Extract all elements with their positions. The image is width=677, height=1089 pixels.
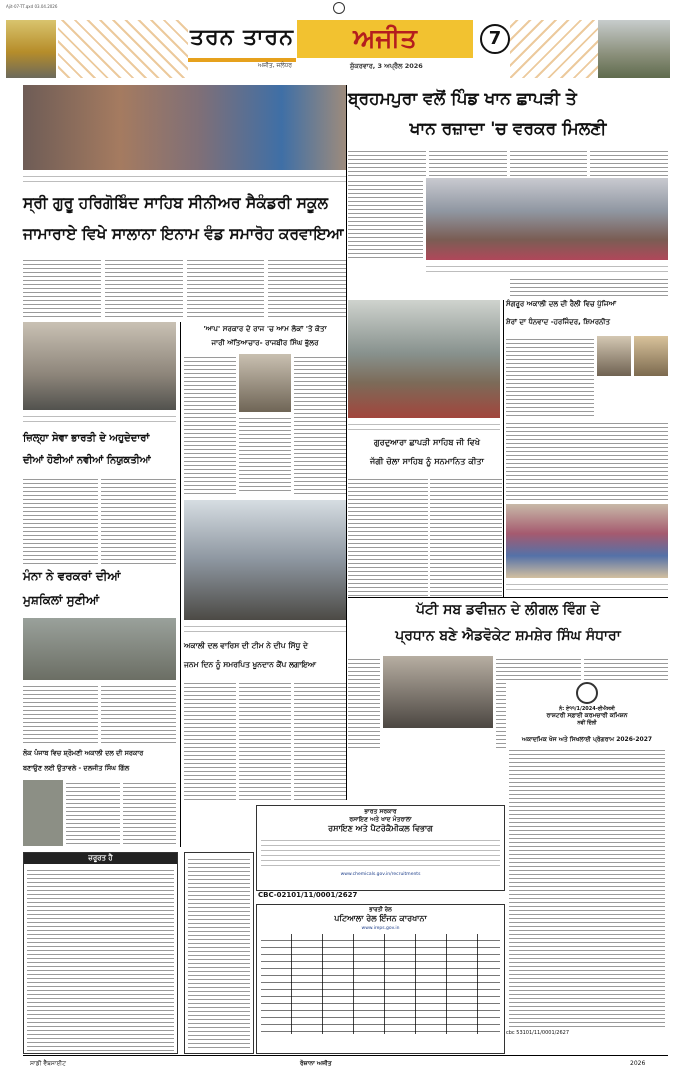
footer-center: ਰੋਜ਼ਾਨਾ ਅਜੀਤ [300,1060,332,1067]
footer-left: ਸਾਡੀ ਵੈੱਬਸਾਈਟ [30,1060,66,1067]
print-slug: Ajit-07-TT.qxd 03.04.2026 [6,4,58,9]
brahmpura-meeting-photo [426,178,668,260]
students-group-photo [506,504,668,578]
brahmpura-headline-2: ਖਾਨ ਰਜ਼ਾਦਾ 'ਚ ਵਰਕਰ ਮਿਲਣੀ [409,119,607,139]
school-photo-caption [23,172,346,186]
commission-code: cbc 53101/11/0001/2627 [506,1030,570,1036]
sangrur-portrait-2 [634,336,668,376]
horizontal-rule-2 [23,1055,668,1056]
bhullar-portrait [239,354,291,412]
blood-camp-photo [184,500,346,620]
govt-ad-code: CBC-02101/11/0001/2627 [258,891,358,899]
registration-mark [333,2,345,14]
akali-body [184,680,346,800]
students-caption [506,580,668,590]
sangrur-headline-2: ਸ਼ੇਰਾਂ ਦਾ ਧੰਨਵਾਦ -ਹਰਜਿੰਦਰ, ਸ਼ਿਮਰਨੀਤ [506,318,610,326]
brand-logo: ਅਜੀਤ [297,20,473,58]
building-photo [598,20,670,78]
brahmpura-headline-1: ਬ੍ਰਹਮਪੁਰਾ ਵਲੋਂ ਪਿੰਡ ਖਾਨ ਛਾਪੜੀ ਤੇ [348,89,577,109]
school-event-photo [23,85,346,170]
masthead-date: ਸ਼ੁੱਕਰਵਾਰ, 3 ਅਪ੍ਰੈਲ 2026 [350,62,423,70]
govt-ad-website: www.chemicals.gov.in/recruitments [340,872,421,877]
sangrur-headline-1: ਸੰਗਰੂਰ ਅਕਾਲੀ ਦਲ ਦੀ ਰੈਲੀ ਵਿਚ ਪੁੱਜਿਆਂ [506,300,617,308]
column-rule-3 [503,300,504,598]
patti-headline-1: ਪੱਟੀ ਸਬ ਡਵੀਜ਼ਨ ਦੇ ਲੀਗਲ ਵਿੰਗ ਦੇ [416,602,600,618]
gurdwara-headline-2: ਜੱਗੀ ਚੋਲਾ ਸਾਹਿਬ ਨੂੰ ਸਨਮਾਨਿਤ ਕੀਤਾ [370,456,484,466]
ornament-right [510,20,598,78]
sewa-body [23,476,176,564]
govt-ad: ਭਾਰਤ ਸਰਕਾਰ ਰਸਾਇਣ ਅਤੇ ਖਾਦ ਮੰਤਰਾਲਾ ਰਸਾਇਣ ਅਤੇ ਪੈਟਰੋਕੈਮੀਕਲ ਵਿਭਾਗ www.chemicals.gov.in/recruitments [256,805,505,891]
column-rule-1 [180,322,181,847]
sewa-headline-2: ਦੀਆਂ ਹੋਈਆਂ ਨਵੀਆਂ ਨਿਯੁਕਤੀਆਂ [23,455,151,466]
lok-body [23,780,176,846]
akali-headline-1: ਅਕਾਲੀ ਦਲ ਵਾਰਿਸ ਦੀ ਟੀਮ ਨੇ ਦੀਪ ਸਿੱਧੂ ਦੇ [184,641,308,650]
gurdwara-body-2 [430,476,502,596]
railway-tender-ad: ਭਾਰਤੀ ਰੇਲ ਪਟਿਆਲਾ ਰੇਲ ਇੰਜਨ ਕਾਰਖਾਨਾ www.ireps.gov.in [256,904,505,1054]
brahmpura-body-left [348,178,423,260]
blood-camp-caption [184,622,346,634]
brahmpura-body [348,148,668,176]
aap-headline-2: ਜਾਰੀ ਅੱਤਿਆਚਾਰ- ਰਾਜਬੀਰ ਸਿੰਘ ਭੁੱਲਰ [211,338,319,347]
school-body [23,257,346,317]
gurdwara-headline-1: ਗੁਰਦੁਆਰਾ ਛਾਪੜੀ ਸਾਹਿਬ ਜੀ ਵਿਖੇ [373,437,481,447]
school-headline-2: ਜਾਮਾਰਾਏ ਵਿਖੇ ਸਾਲਾਨਾ ਇਨਾਮ ਵੰਡ ਸਮਾਰੋਹ ਕਰਵਾਇਆ [23,225,344,243]
ornament-left [58,20,188,78]
sewa-bharti-photo [23,322,176,410]
lok-headline-1: ਲੋਕ ਪੰਜਾਬ ਵਿਚ ਸ਼੍ਰੋਮਣੀ ਅਕਾਲੀ ਦਲ ਦੀ ਸਰਕਾਰ [23,749,144,757]
lok-headline-2: ਬਣਾਉਣ ਲਈ ਉਤਾਵਲੇ - ਦਲਜੀਤ ਸਿੰਘ ਗਿੱਲ [23,764,130,772]
golden-temple-photo [6,20,56,78]
gurdwara-body [348,476,428,596]
gurdwara-photo [348,300,500,418]
manna-headline-2: ਮੁਸ਼ਕਿਲਾਂ ਸੁਣੀਆਂ [23,593,100,607]
sewa-photo-caption [23,412,176,424]
commission-emblem [576,682,598,704]
aap-body [184,354,346,494]
small-notice-ad [184,852,254,1054]
sangrur-body [506,336,668,416]
manna-photo [23,618,176,680]
page-number: 7 [480,24,510,54]
classified-ad: ਜ਼ਰੂਰਤ ਹੈ [23,852,178,1054]
masthead-place: ਅਜੀਤ, ਜਲੰਧਰ [258,62,293,69]
sewa-headline-1: ਜ਼ਿਲ੍ਹਾ ਸੇਵਾ ਭਾਰਤੀ ਦੇ ਅਹੁਦੇਦਾਰਾਂ [23,433,150,444]
tender-website: www.ireps.gov.in [361,926,400,931]
lok-photo [23,780,63,846]
footer-right: 2026 [630,1060,646,1067]
masthead [0,14,677,82]
masthead-title: ਤਰਨ ਤਾਰਨ [188,20,296,62]
horizontal-rule-1 [348,597,668,598]
school-headline-1: ਸ੍ਰੀ ਗੁਰੂ ਹਰਿਗੋਬਿੰਦ ਸਾਹਿਬ ਸੀਨੀਅਰ ਸੈਕੰਡਰੀ ਸਕੂਲ [23,194,329,212]
column-rule-2 [346,85,347,800]
manna-body [23,683,176,745]
patti-photo [383,656,493,728]
sangrur-body-2 [506,420,668,500]
gurdwara-caption [348,420,500,432]
patti-headline-2: ਪ੍ਰਧਾਨ ਬਣੇ ਐਡਵੋਕੇਟ ਸ਼ਮਸ਼ੇਰ ਸਿੰਘ ਸੰਧਾਰਾ [395,628,621,644]
sangrur-portrait-1 [597,336,631,376]
manna-headline-1: ਮੰਨਾ ਨੇ ਵਰਕਰਾਂ ਦੀਆਂ [23,569,121,583]
brahmpura-body-bottom [510,276,668,296]
brahmpura-caption [426,262,668,274]
commission-ad: ਨੰ: ਏ੧੧/1/2024-ਈਐਸਸੀ ਰਾਸ਼ਟਰੀ ਸਫ਼ਾਈ ਕਰਮਚਾਰੀ ਕਮਿਸ਼ਨ ਨਵੀਂ ਦਿੱਲੀ ਅਕਾਦਮਿਕ ਖੋਜ ਅਤੇ ਸਿਖਲਾਈ ਪ੍ਰੋਗਰਾਮ 2026-2027 cbc 53101/11/0001/2627 [506,680,668,1052]
aap-headline-1: 'ਆਪ' ਸਰਕਾਰ ਦੇ ਰਾਜ 'ਚ ਆਮ ਲੋਕਾਂ 'ਤੇ ਕੋਤਾ [203,324,327,333]
akali-headline-2: ਜਨਮ ਦਿਨ ਨੂੰ ਸਮਰਪਿਤ ਖੂਨਦਾਨ ਕੈਂਪ ਲਗਾਇਆ [184,660,317,669]
